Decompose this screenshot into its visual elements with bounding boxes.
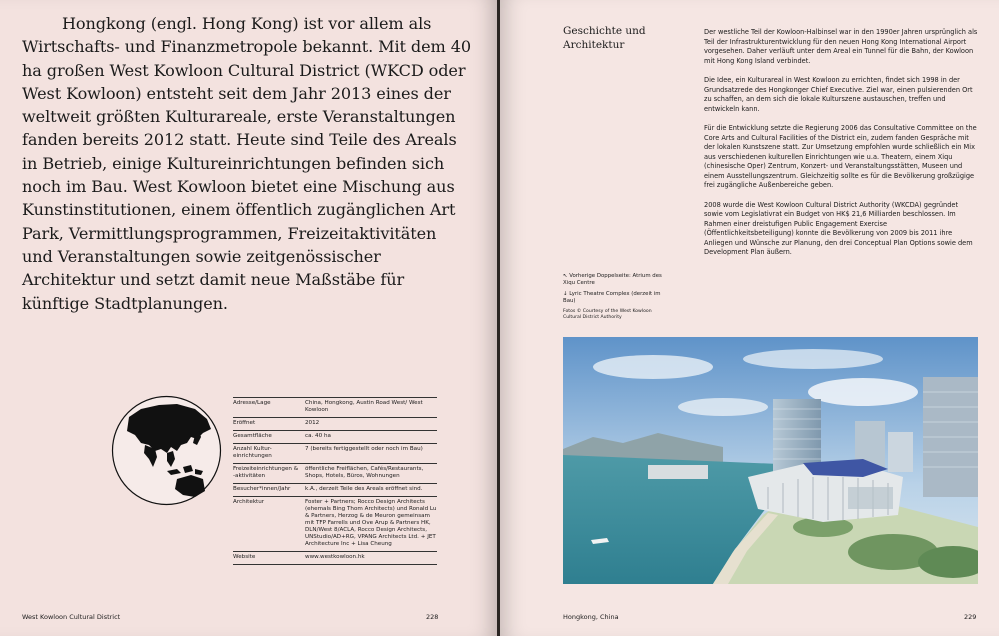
- caption-previous: ↖ Vorherige Doppelseite: Atrium des Xiqu Centre: [563, 273, 662, 286]
- left-page: [0, 0, 497, 636]
- facts-row: [233, 484, 437, 497]
- photo-caption: [563, 273, 663, 325]
- facts-label: Freizeiteinrichtungen & -aktivitäten: [233, 464, 305, 484]
- facts-row: [233, 418, 437, 431]
- photo-credit: Fotos © Courtesy of the West Kowloon Cultural District Authority: [563, 309, 652, 320]
- section-title: Geschichte und Architektur: [563, 25, 646, 51]
- globe-asia-icon: [111, 395, 222, 506]
- facts-row: [233, 444, 437, 464]
- right-page: [500, 0, 999, 636]
- paragraph: Der westliche Teil der Kowloon-Halbinsel war in den 1990er Jahren ursprünglich als Teil der Infrastrukturentwicklung für den neuen Hong Kong International Airport vorgesehen. Daher verläuft unter dem Areal ein Tunnel für die Bahn, der Kowloon mit Hong Kong Island verbindet.: [704, 28, 978, 65]
- footer-title-right: Hongkong, China: [563, 613, 619, 621]
- facts-label: Besucher*innen/Jahr: [233, 484, 305, 497]
- facts-label: Adresse/Lage: [233, 398, 305, 418]
- paragraph: 2008 wurde die West Kowloon Cultural District Authority (WKCDA) gegründet sowie vom Legislativrat ein Budget von HK$ 21,6 Milliarden beschlossen. Im Rahmen einer dreistufigen Public Engagement Exercise (Öffentlichkeitsbeteiligung) konnte die Bevölkerung von 2009 bis 2011 ihre Anliegen und Wünsche zur Planung, den drei Conceptual Plan Options sowie dem Development Plan äußern.: [704, 200, 973, 256]
- facts-value: 7 (bereits fertiggestellt oder noch im Bau): [305, 444, 437, 464]
- facts-label: Anzahl Kultur-einrichtungen: [233, 444, 305, 464]
- facts-value: öffentliche Freiflächen, Cafés/Restaurants, Shops, Hotels, Büros, Wohnungen: [305, 464, 437, 484]
- history-text: [704, 28, 978, 268]
- facts-value: ca. 40 ha: [305, 431, 437, 444]
- facts-row: [233, 398, 437, 418]
- caption-current: ↓ Lyric Theatre Complex (derzeit im Bau): [563, 291, 661, 304]
- facts-value: 2012: [305, 418, 437, 431]
- intro-text: Hongkong (engl. Hong Kong) ist vor allem als Wirtschafts- und Finanzmetropole bekannt. Mit dem 40 ha großen West Kowloon Cultural District (WKCD oder West Kowloon) entsteht seit dem Jahr 2013 eines der weltweit größten Kulturareale, erste Veranstaltungen fanden bereits 2012 statt. Heute sind Teile des Areals in Betrieb, einige Kultureinrichtungen befinden sich noch im Bau. West Kowloon bietet eine Mischung aus Kunstinstitutionen, einem öffentlich zugänglichen Art Park, Vermittlungsprogrammen, Freizeitaktivitäten und Veranstaltungen sowie zeitgenössischer Architektur und setzt damit neue Maßstäbe für künftige Stadtplanungen.: [22, 14, 472, 313]
- facts-row: [233, 464, 437, 484]
- page-number-right: 229: [964, 613, 977, 621]
- facts-value: k.A., derzeit Teile des Areals eröffnet sind.: [305, 484, 437, 497]
- paragraph: Für die Entwicklung setzte die Regierung 2006 das Consultative Committee on the Core Arts and Cultural Facilities of the District ein, zudem fanden Gespräche mit der lokalen Kunstszene statt. Zur Umsetzung empfohlen wurde schließlich ein Mix aus verschiedenen kulturellen Einrichtungen wie u.a. Theatern, einem Xiqu (chinesische Oper) Zentrum, Konzert- und Veranstaltungsstätten, Museen und einem Ausstellungszentrum. Gleichzeitig sollte es für die Bevölkerung großzügige frei zugängliche Außenbereiche geben.: [704, 124, 977, 189]
- lyric-theatre-rendering: [563, 337, 978, 584]
- facts-row: [233, 431, 437, 444]
- footer-title-left: West Kowloon Cultural District: [22, 613, 121, 621]
- facts-label: Eröffnet: [233, 418, 305, 431]
- facts-value: China, Hongkong, Austin Road West/ West Kowloon: [305, 398, 437, 418]
- facts-row: [233, 552, 437, 565]
- facts-table: [233, 397, 437, 565]
- facts-label: Gesamtfläche: [233, 431, 305, 444]
- facts-label: Website: [233, 552, 305, 565]
- facts-row: [233, 497, 437, 552]
- facts-label: Architektur: [233, 497, 305, 552]
- page-number-left: 228: [426, 613, 439, 621]
- paragraph: Die Idee, ein Kulturareal in West Kowloon zu errichten, findet sich 1998 in der Grundsatzrede des Hongkonger Chief Executive. Ziel war, einen pulsierenden Ort zu schaffen, an dem sich die lokale Kulturszene austauschen, treffen und entwickeln kann.: [704, 76, 973, 113]
- facts-value: Foster + Partners; Rocco Design Architects (ehemals Bing Thom Architects) und Ronald Lu & Partners, Herzog & de Meuron gemeinsam mit TFP Farrells und Ove Arup & Partners HK, DLN/West 8/ACLA, Rocco Design Architects, UNStudio/AD+RG, VPANG Architects Ltd. + JET Architecture Inc + Lisa Cheung: [305, 497, 437, 552]
- website-link[interactable]: www.westkowloon.hk: [305, 552, 437, 565]
